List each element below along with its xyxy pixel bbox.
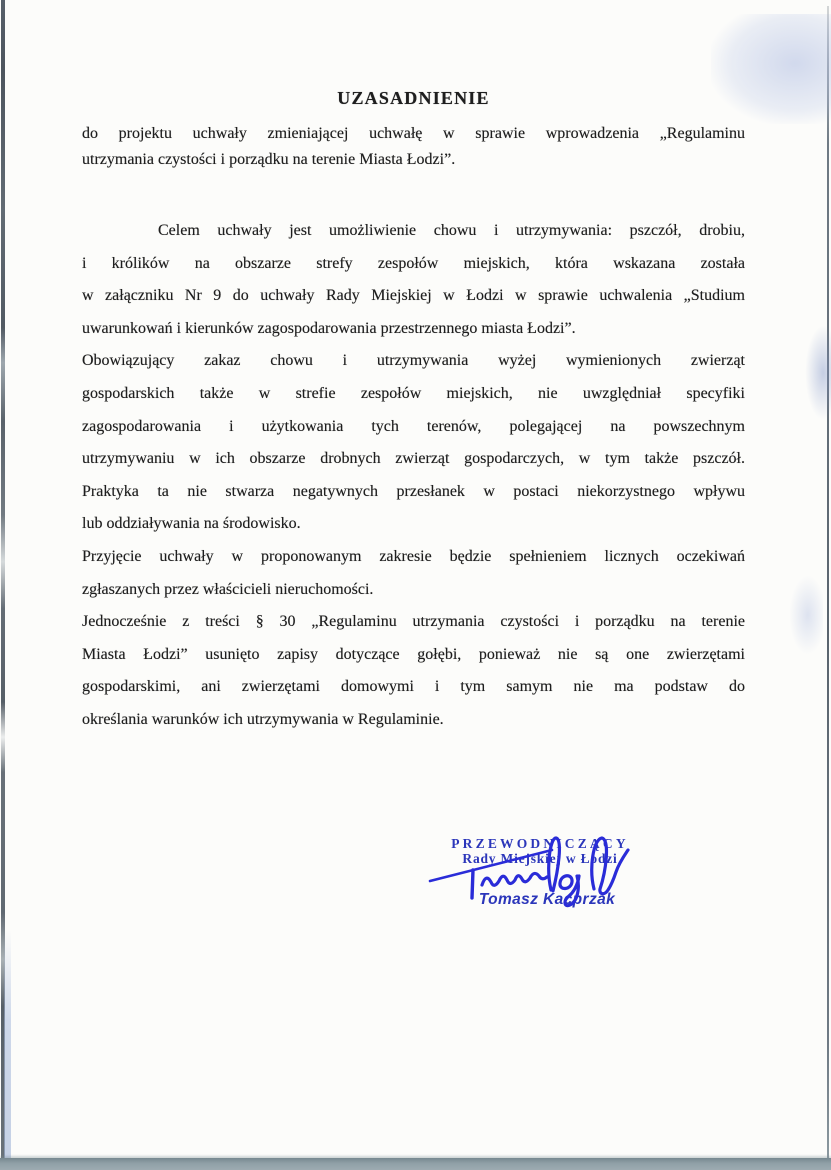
body-line: w załączniku Nr 9 do uchwały Rady Miejskiej w Łodzi w sprawie uchwalenia „Studium: [82, 287, 745, 305]
body-line: Przyjęcie uchwały w proponowanym zakresie będzie spełnieniem licznych oczekiwań: [82, 547, 745, 565]
body-line: uwarunkowań i kierunków zagospodarowania przestrzennego miasta Łodzi”.: [82, 319, 576, 337]
intro-paragraph: [82, 121, 745, 172]
scan-edge-right: [827, 6, 829, 1158]
signature-role-title: PRZEWODNICZĄCY: [451, 836, 629, 851]
intro-line: utrzymania czystości i porządku na terenie Miasta Łodzi”.: [82, 150, 456, 168]
body-line: zagospodarowania i użytkowania tych terenów, polegającej na powszechnym: [82, 417, 745, 435]
signature-block: [424, 836, 656, 926]
intro-line: do projektu uchwały zmieniającej uchwałę w sprawie wprowadzenia „Regulaminu: [82, 125, 745, 142]
body-line: Obowiązujący zakaz chowu i utrzymywania wyżej wymienionych zwierząt: [82, 352, 745, 370]
scan-edge-left-glow: [4, 930, 11, 1158]
body-line: gospodarskimi, ani zwierzętami domowymi i tym samym nie ma podstaw do: [82, 678, 745, 696]
body-line: gospodarskich także w strefie zespołów miejskich, nie uwzględniał specyfiki: [82, 384, 745, 402]
body-line: Praktyka ta nie stwarza negatywnych przesłanek w postaci niekorzystnego wpływu: [82, 482, 745, 500]
body-line: lub oddziaływania na środowisko.: [82, 515, 301, 533]
signature-role-org: Rady Miejskiej w Łodzi: [462, 851, 618, 866]
handwritten-signature-icon: [422, 826, 658, 922]
body-line: i królików na obszarze strefy zespołów miejskich, która wskazana została: [82, 254, 745, 272]
scan-smudge-low-right: [789, 575, 823, 655]
page-title: UZASADNIENIE: [337, 88, 490, 108]
body-line: zgłaszanych przez właścicieli nieruchomości.: [82, 580, 374, 598]
body-line: Jednocześnie z treści § 30 „Regulaminu utrzymania czystości i porządku na terenie: [82, 613, 745, 631]
body-line: określania warunków ich utrzymywania w Regulaminie.: [82, 710, 444, 728]
scan-edge-bottom: [0, 1158, 831, 1170]
body-line: utrzymywaniu w ich obszarze drobnych zwierząt gospodarczych, w tym także pszczół.: [82, 450, 745, 468]
body-line: Celem uchwały jest umożliwienie chowu i utrzymywania: pszczół, drobiu,: [158, 222, 745, 239]
body-line: Miasta Łodzi” usunięto zapisy dotyczące gołębi, ponieważ nie są one zwierzętami: [82, 645, 745, 663]
signature-printed-name: Tomasz Kacprzak: [478, 891, 616, 908]
document-body-text: [82, 215, 745, 737]
